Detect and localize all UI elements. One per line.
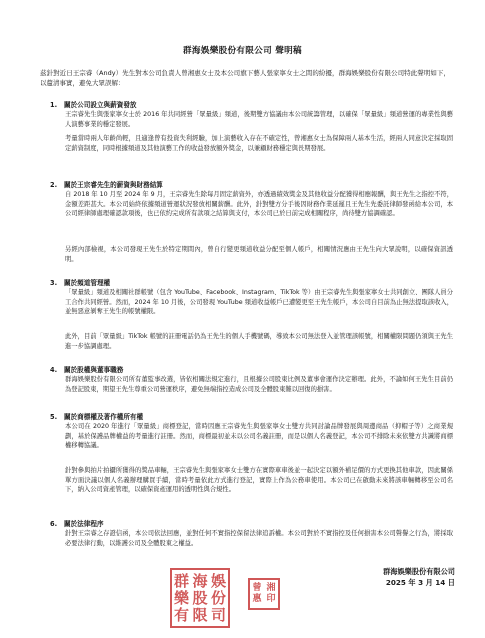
section-6-paragraph-1: 針對王宗睿之存證信函，本公司依法回應，並對任何不實指控保留法律追訴權。本公司對於不實指控及任何損害本公司聲譽之行為，將採取必要法律行動，以維護公司及全體股東之權益。 xyxy=(65,530,453,547)
section-title: 關於王宗睿先生的薪資與財務結算 xyxy=(64,181,163,189)
signature-block xyxy=(275,566,455,588)
section-number: 4. xyxy=(50,366,58,374)
section-3-paragraph-1: 「眾量級」頻道及相關社群帳號（包含 YouTube、Facebook、Instagram、TikTok 等）由王宗睿先生與張家寧女士共同創立、團隊人員分工合作共同經營。然而，2024 年 10 月後，公司發現 YouTube 頻道收益帳戶已遭變更至王先生帳戶，本公司自目前為止無法提取該收入，並無惡意剝奪王先生的帳號權限。 xyxy=(65,289,453,316)
section-number: 2. xyxy=(50,181,58,189)
section-5-paragraph-2: 針對參與拍片拍攝所獲得的獎品車輛，王宗睿先生與張家寧女士雙方在實際車車後並一起決定以額外補足價的方式更換其他車款，因此關係單方面決議以個人名義辦理購買手續，當時考量依此方式進行登記，實際上作為公務車使用。本公司已在啟動未來將該車輛轉移至公司名下，納入公司資產管理，以確保資產運用的透明性與合規性。 xyxy=(65,467,453,494)
section-title: 關於頻道管理權 xyxy=(64,279,111,287)
section-2-paragraph-2: 另經內部檢視，本公司發現王先生於特定期間內，曾自行變更頻道收益分配至個人帳戶，相關情況應由王先生向大眾說明，以確保資訊透明。 xyxy=(65,246,453,263)
section-5-heading xyxy=(50,412,450,422)
section-title: 關於股權與董事職務 xyxy=(64,366,124,374)
section-3-paragraph-2: 此外，目前「眾量級」TikTok 帳號的註冊電話仍為王先生的個人手機號碼，導致本公司無法登入並管理該帳號，相關權限問題仍須與王先生進一步協調處理。 xyxy=(65,333,453,350)
section-1-paragraph-2: 考量當時兩人年齡尚輕，且適逢曾有投資失利經驗，加上演藝收入存在不確定性，曾湘惠女士為保障兩人基本生活，經兩人同意決定採取固定薪資制度，同時根據頻道及其他演藝工作的收益發放額外獎金，以兼顧財務穩定與長期發展。 xyxy=(65,135,453,152)
section-number: 3. xyxy=(50,279,58,287)
section-4-paragraph-1: 群海娛樂股份有限公司所有董監事改選，皆依相關法規定進行，且根據公司股東比例及董事會運作決定辦理。此外，不論如何王先生目前仍為登記股東，期望王先生尊重公司營運秩序，避免無端指控造成公司及全體股東難以回復的損害。 xyxy=(65,376,453,393)
page-title: 群海娛樂股份有限公司 聲明稿 xyxy=(183,46,302,56)
signature-date: 2025 年 3 月 14 日 xyxy=(385,578,455,587)
section-3-heading xyxy=(50,278,450,288)
section-5-paragraph-1: 本公司在 2020 年進行「眾量級」商標登記，當時因應王宗睿先生與張家寧女士雙方共同討論品牌發展與周邊商品（抑帽子等）之商業規劃，基於保護品牌權益的考量進行註冊。然而，商標最初並未以公司名義註冊，而是以個人名義登記，本公司不排除未來依雙方共識將商標權移轉協議。 xyxy=(65,423,453,450)
section-4-heading xyxy=(50,365,450,375)
section-number: 1. xyxy=(50,101,58,109)
section-2-paragraph-1: 自 2018 年 10 月至 2024 年 9 月，王宗睿先生除每月固定薪資外，亦透過績效獎金及其他收益分配獲得相應報酬，與王先生之指控不符，金額差距甚大。本公司始終依據頻道營運狀況發放相關薪酬。此外，針對雙方分手後因財務作業延遲且王先生先委託律師發函給本公司，本公司經律師處理確認款項後，也已依約完成所有款項之結算與支付，本公司已於日前完成相關程序，尚待雙方協調確認。 xyxy=(65,191,453,218)
company-seal-stamp: 群 海 娛 樂 股 份 有 限 司 xyxy=(170,568,230,628)
section-title: 關於商標權及著作權所有權 xyxy=(64,413,144,421)
section-number: 6. xyxy=(50,520,58,528)
section-number: 5. xyxy=(50,413,58,421)
signature-company: 群海娛樂股份有限公司 xyxy=(383,567,455,576)
section-title: 關於法律程序 xyxy=(64,520,104,528)
person-seal-stamp: 曾 湘 惠 印 xyxy=(248,578,280,610)
section-2-heading xyxy=(50,180,450,190)
section-title: 關於公司設立與薪資發放 xyxy=(64,101,137,109)
section-1-paragraph-1: 王宗睿先生與張家寧女士於 2016 年共同經營「眾量級」頻道，後期雙方協議由本公司統籌管理，以確保「眾量級」頻道營運的專業性與藝人演藝事業的穩定發展。 xyxy=(65,111,453,128)
section-1-heading xyxy=(50,100,450,110)
intro-paragraph: 茲針對近日王宗睿（Andy）先生對本公司負責人曾湘惠女士及本公司旗下藝人張家寧女士之間的紛擾，群海娛樂股份有限公司特此聲明如下，以釐清事實，避免大眾誤解： xyxy=(40,69,450,88)
section-6-heading xyxy=(50,519,450,529)
